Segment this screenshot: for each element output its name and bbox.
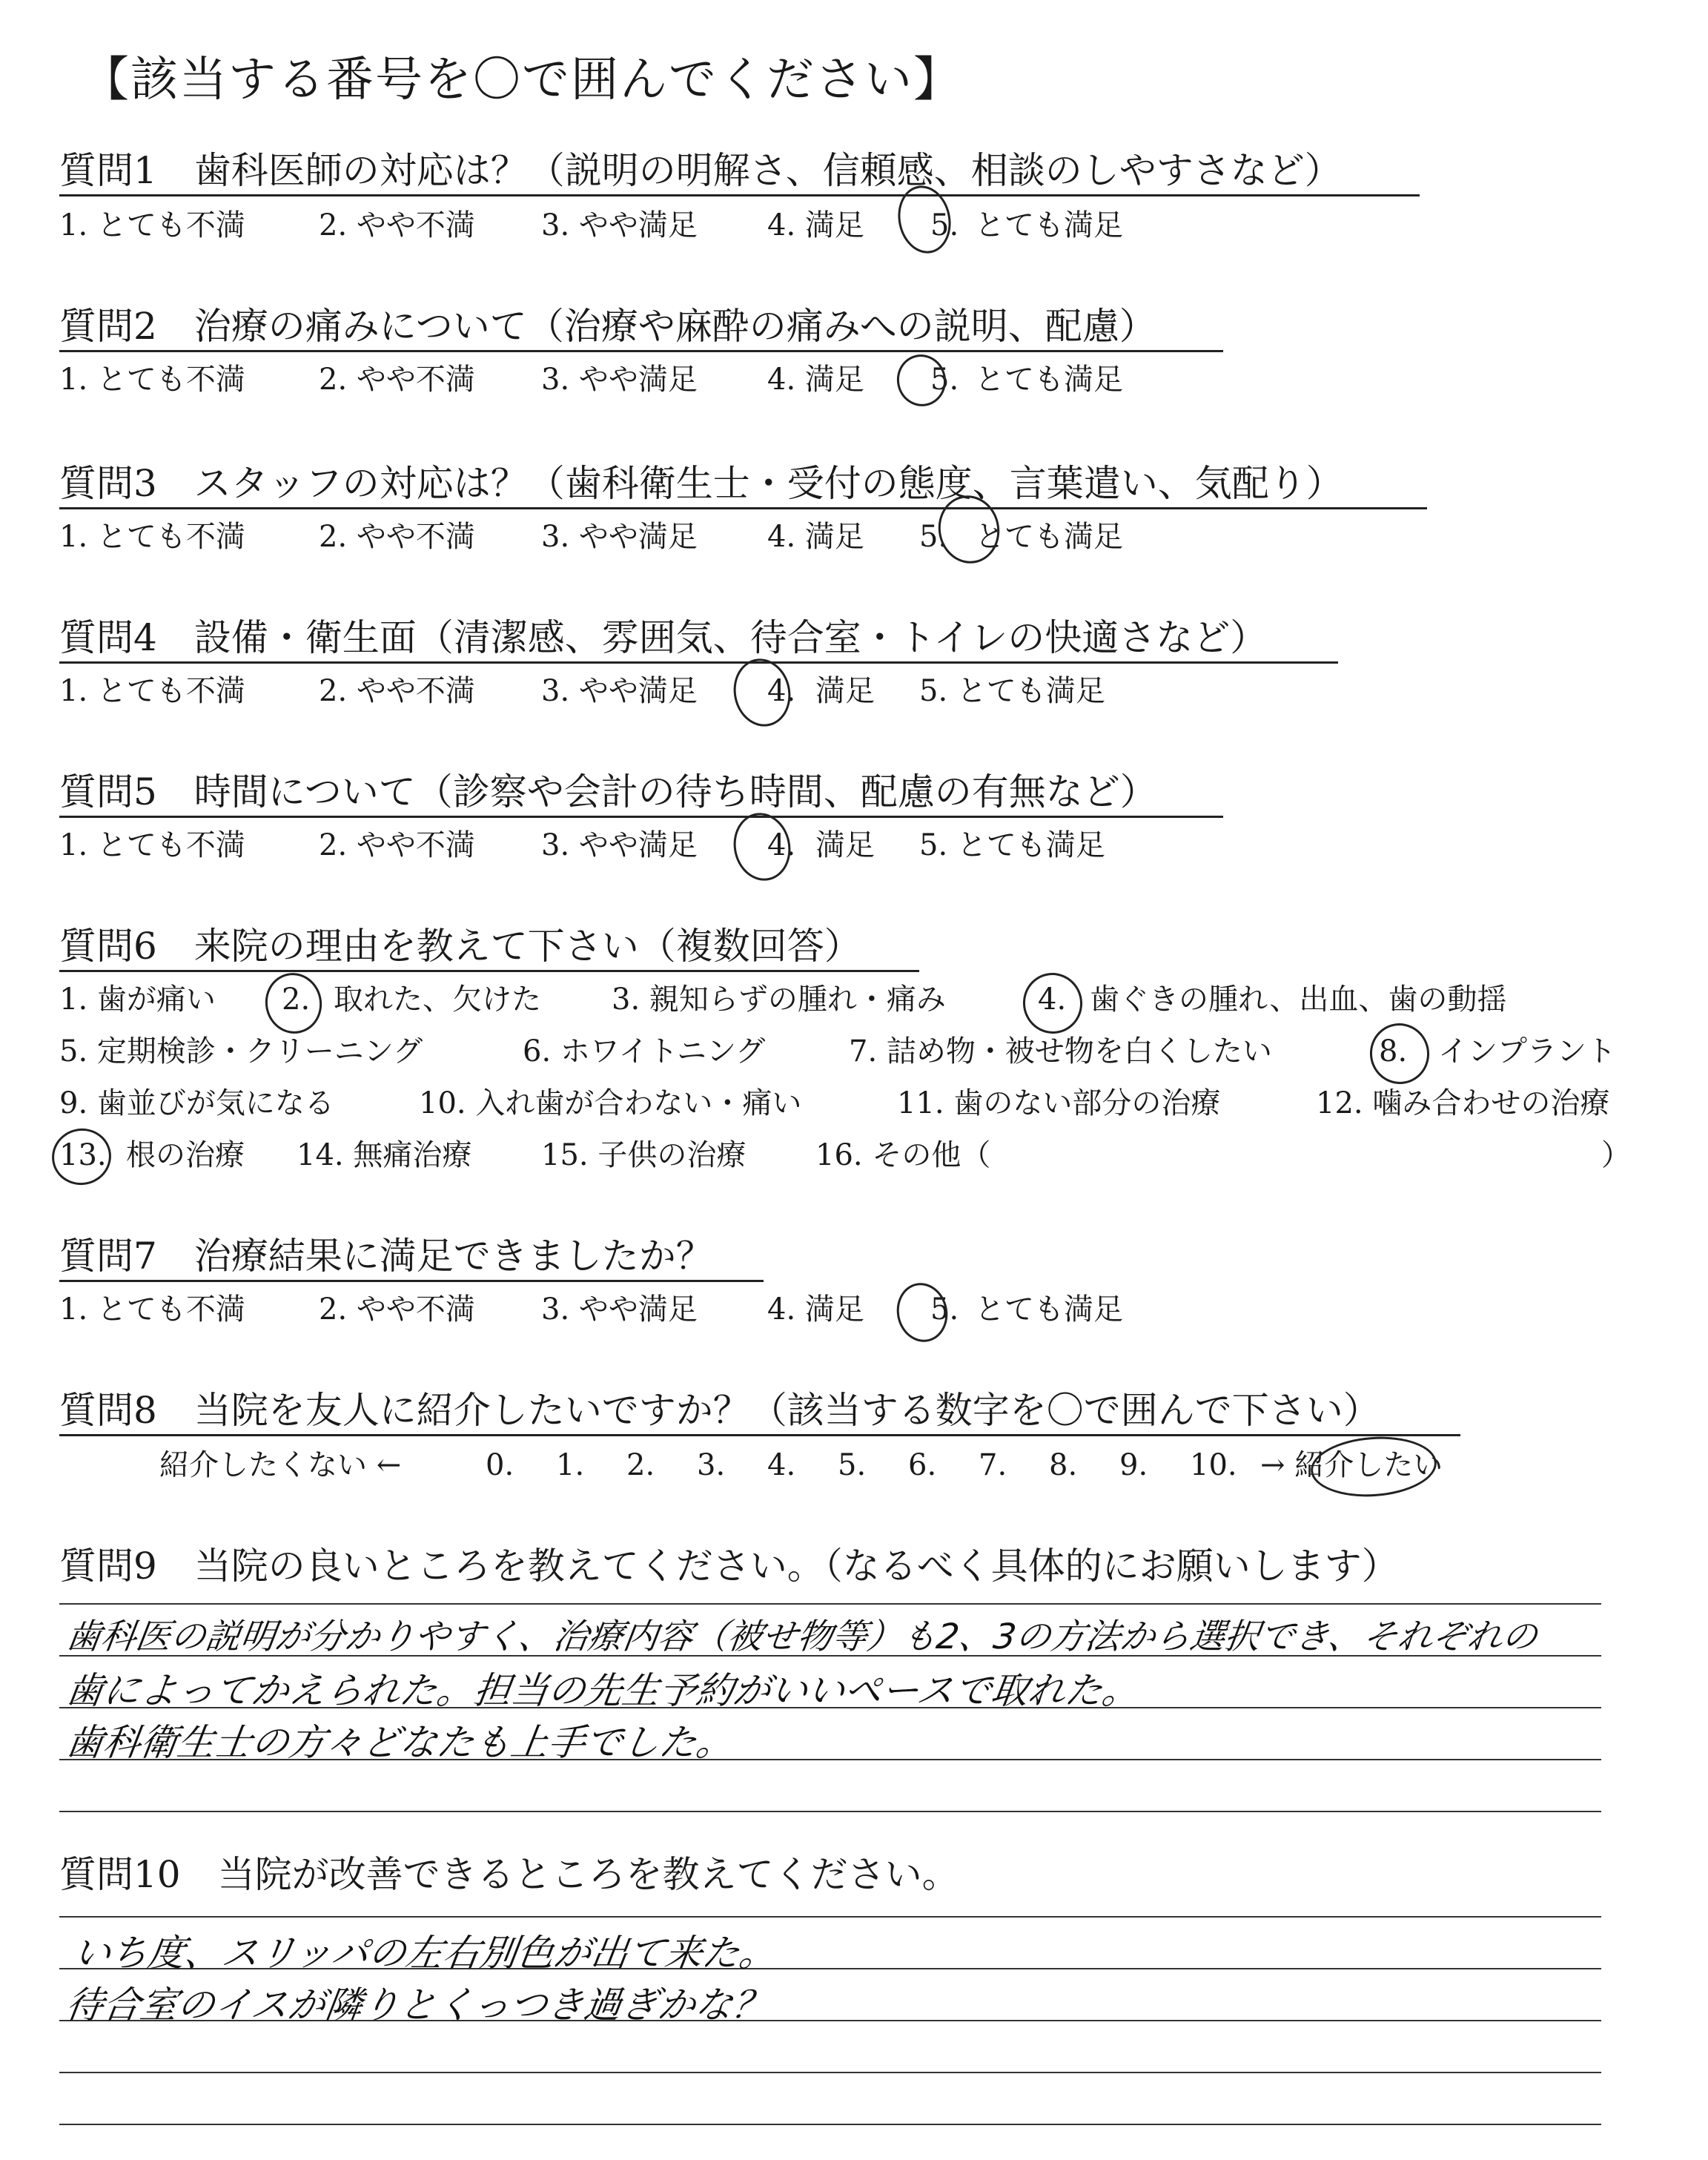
q10-rule-1 <box>59 1916 1601 1918</box>
q8-scale-2[interactable]: 2. <box>626 1448 655 1482</box>
q1-option-4[interactable]: 4. 満足 <box>767 208 864 242</box>
q6-option-14[interactable]: 14. 無痛治療 <box>297 1138 472 1172</box>
q9-answer-line-1: 歯科医の説明が分かりやすく、治療内容（被せ物等）も2、3の方法から選択でき、それぞれの <box>63 1616 1540 1657</box>
q6-option-13-label[interactable]: 根の治療 <box>126 1138 245 1172</box>
q6-option-12[interactable]: 12. 噛み合わせの治療 <box>1316 1086 1610 1120</box>
question-7-underline <box>59 1280 764 1282</box>
q7-answer-circle <box>891 1278 953 1347</box>
q6-option-4-label[interactable]: 歯ぐきの腫れ、出血、歯の動揺 <box>1090 982 1507 1017</box>
q8-scale-0[interactable]: 0. <box>486 1448 514 1482</box>
q8-answer-circle <box>1308 1433 1438 1501</box>
q8-scale-6[interactable]: 6. <box>908 1448 937 1482</box>
q4-option-4-number[interactable]: 4. <box>767 674 796 708</box>
question-5-options <box>59 828 1245 865</box>
q3-option-3[interactable]: 3. やや満足 <box>541 520 698 554</box>
question-1-options <box>59 208 1245 245</box>
q1-option-3[interactable]: 3. やや満足 <box>541 208 698 242</box>
q5-option-2[interactable]: 2. やや不満 <box>319 828 475 862</box>
q8-scale-4[interactable]: 4. <box>767 1448 796 1482</box>
question-7-heading: 質問7 治療結果に満足できましたか？ <box>59 1235 713 1278</box>
q5-option-1[interactable]: 1. とても不満 <box>59 828 245 862</box>
question-3-heading: 質問3 スタッフの対応は？（歯科衛生士・受付の態度、言葉遣い、気配り） <box>59 462 1343 505</box>
q2-option-4[interactable]: 4. 満足 <box>767 363 864 397</box>
q8-scale-8[interactable]: 8. <box>1049 1448 1078 1482</box>
q2-option-2[interactable]: 2. やや不満 <box>319 363 475 397</box>
q4-option-5[interactable]: 5. とても満足 <box>919 674 1105 708</box>
question-9-heading: 質問9 当院の良いところを教えてください。（なるべく具体的にお願いします） <box>59 1545 1399 1588</box>
q7-option-1[interactable]: 1. とても不満 <box>59 1292 245 1327</box>
q4-option-2[interactable]: 2. やや不満 <box>319 674 475 708</box>
question-6-row-3 <box>59 1086 1690 1123</box>
q9-rule-1 <box>59 1603 1601 1605</box>
q9-rule-5 <box>59 1811 1601 1812</box>
question-5-heading: 質問5 時間について（診察や会計の待ち時間、配慮の有無など） <box>59 770 1157 813</box>
question-10-heading: 質問10 当院が改善できるところを教えてください。 <box>59 1853 959 1896</box>
q8-scale-3[interactable]: 3. <box>697 1448 726 1482</box>
question-8-heading: 質問8 当院を友人に紹介したいですか？（該当する数字を〇で囲んで下さい） <box>59 1389 1380 1432</box>
q6-answer-circle-2 <box>259 968 327 1039</box>
q6-option-9[interactable]: 9. 歯並びが気になる <box>59 1086 334 1120</box>
q7-option-5-label[interactable]: とても満足 <box>975 1292 1123 1327</box>
q4-option-3[interactable]: 3. やや満足 <box>541 674 698 708</box>
q6-option-8-label[interactable]: インプラント <box>1438 1034 1616 1069</box>
question-1-heading: 質問1 歯科医師の対応は？（説明の明解さ、信頼感、相談のしやすさなど） <box>59 149 1342 192</box>
q5-answer-circle <box>727 807 796 886</box>
question-3-options <box>59 519 1245 556</box>
q6-option-15[interactable]: 15. 子供の治療 <box>541 1138 747 1172</box>
q6-answer-circle-4 <box>1017 968 1088 1040</box>
q2-option-1[interactable]: 1. とても不満 <box>59 363 245 397</box>
q10-rule-5 <box>59 2124 1601 2125</box>
question-6-underline <box>59 970 919 972</box>
question-1-underline <box>59 194 1420 196</box>
q1-option-2[interactable]: 2. やや不満 <box>319 208 475 242</box>
q2-option-3[interactable]: 3. やや満足 <box>541 363 698 397</box>
q6-option-5[interactable]: 5. 定期検診・クリーニング <box>59 1034 423 1069</box>
q8-scale-9[interactable]: 9. <box>1119 1448 1148 1482</box>
q10-answer-line-2: 待合室のイスが隣りとくっつき過ぎかな？ <box>63 1984 773 2027</box>
question-2-underline <box>59 350 1223 352</box>
question-4-options <box>59 673 1245 710</box>
q8-right-label: → 紹介したい <box>1260 1448 1443 1482</box>
q6-option-7[interactable]: 7. 詰め物・被せ物を白くしたい <box>849 1034 1272 1069</box>
q6-option-10[interactable]: 10. 入れ歯が合わない・痛い <box>419 1086 802 1120</box>
q2-option-5-number[interactable]: 5. <box>930 363 959 397</box>
question-6-heading: 質問6 来院の理由を教えて下さい（複数回答） <box>59 925 861 968</box>
q8-scale-5[interactable]: 5. <box>838 1448 867 1482</box>
q2-answer-circle <box>892 350 950 411</box>
q10-answer-line-1: いち度、スリッパの左右別色が出て来た。 <box>70 1932 780 1975</box>
q6-answer-circle-13 <box>47 1123 116 1191</box>
q7-option-2[interactable]: 2. やや不満 <box>319 1292 475 1327</box>
q6-answer-circle-8 <box>1364 1018 1434 1090</box>
question-8-underline <box>59 1434 1460 1436</box>
q8-scale-7[interactable]: 7. <box>979 1448 1007 1482</box>
question-5-underline <box>59 816 1223 818</box>
q8-scale-1[interactable]: 1. <box>556 1448 585 1482</box>
q2-option-5-label[interactable]: とても満足 <box>975 363 1123 397</box>
question-4-underline <box>59 661 1338 664</box>
q1-option-1[interactable]: 1. とても不満 <box>59 208 245 242</box>
q6-option-4-number[interactable]: 4. <box>1038 982 1067 1017</box>
q3-option-2[interactable]: 2. やや不満 <box>319 520 475 554</box>
q6-option-2-label[interactable]: 取れた、欠けた <box>334 982 541 1017</box>
q6-option-8-number[interactable]: 8. <box>1379 1034 1408 1069</box>
q1-option-5-number[interactable]: 5. <box>930 208 959 242</box>
q6-option-3[interactable]: 3. 親知らずの腫れ・痛み <box>612 982 946 1017</box>
question-6-row-4 <box>59 1137 1690 1175</box>
q6-option-11[interactable]: 11. 歯のない部分の治療 <box>897 1086 1221 1120</box>
q4-option-1[interactable]: 1. とても不満 <box>59 674 245 708</box>
q5-option-5[interactable]: 5. とても満足 <box>919 828 1105 862</box>
q3-option-4[interactable]: 4. 満足 <box>767 520 864 554</box>
q5-option-4-number[interactable]: 4. <box>767 828 796 862</box>
q3-option-5-number[interactable]: 5. <box>919 520 948 554</box>
question-7-options <box>59 1292 1245 1329</box>
question-4-heading: 質問4 設備・衛生面（清潔感、雰囲気、待合室・トイレの快適さなど） <box>59 616 1268 659</box>
q9-answer-line-3: 歯科衛生士の方々どなたも上手でした。 <box>63 1721 737 1764</box>
q7-option-3[interactable]: 3. やや満足 <box>541 1292 698 1327</box>
q1-option-5-label[interactable]: とても満足 <box>975 208 1123 242</box>
q6-option-1[interactable]: 1. 歯が痛い <box>59 982 216 1017</box>
q6-option-16[interactable]: 16. その他（ <box>815 1138 991 1172</box>
q6-option-6[interactable]: 6. ホワイトニング <box>523 1034 766 1069</box>
question-3-underline <box>59 507 1427 509</box>
question-2-heading: 質問2 治療の痛みについて（治療や麻酔の痛みへの説明、配慮） <box>59 305 1156 348</box>
q10-rule-4 <box>59 2072 1601 2073</box>
question-6-row-2 <box>59 1034 1690 1071</box>
q6-option-13-number[interactable]: 13. <box>59 1138 107 1172</box>
q7-option-4[interactable]: 4. 満足 <box>767 1292 864 1327</box>
q4-answer-circle <box>727 653 796 732</box>
q5-option-3[interactable]: 3. やや満足 <box>541 828 698 862</box>
q3-option-5-label[interactable]: とても満足 <box>975 520 1123 554</box>
q6-option-2-number[interactable]: 2. <box>282 982 311 1017</box>
question-2-options <box>59 362 1245 399</box>
q6-option-16-close: ） <box>1601 1138 1631 1172</box>
q4-option-4-label[interactable]: 満足 <box>815 674 875 708</box>
q8-left-label: 紹介したくない ← <box>159 1448 402 1482</box>
q3-option-1[interactable]: 1. とても不満 <box>59 520 245 554</box>
q9-answer-line-2: 歯によってかえられた。担当の先生予約がいいペースで取れた。 <box>63 1669 1143 1712</box>
page-title: 【該当する番号を〇で囲んでください】 <box>82 53 962 108</box>
q8-scale-10[interactable]: 10. <box>1190 1448 1237 1482</box>
q5-option-4-label[interactable]: 満足 <box>815 828 875 862</box>
q7-option-5-number[interactable]: 5. <box>930 1292 959 1327</box>
